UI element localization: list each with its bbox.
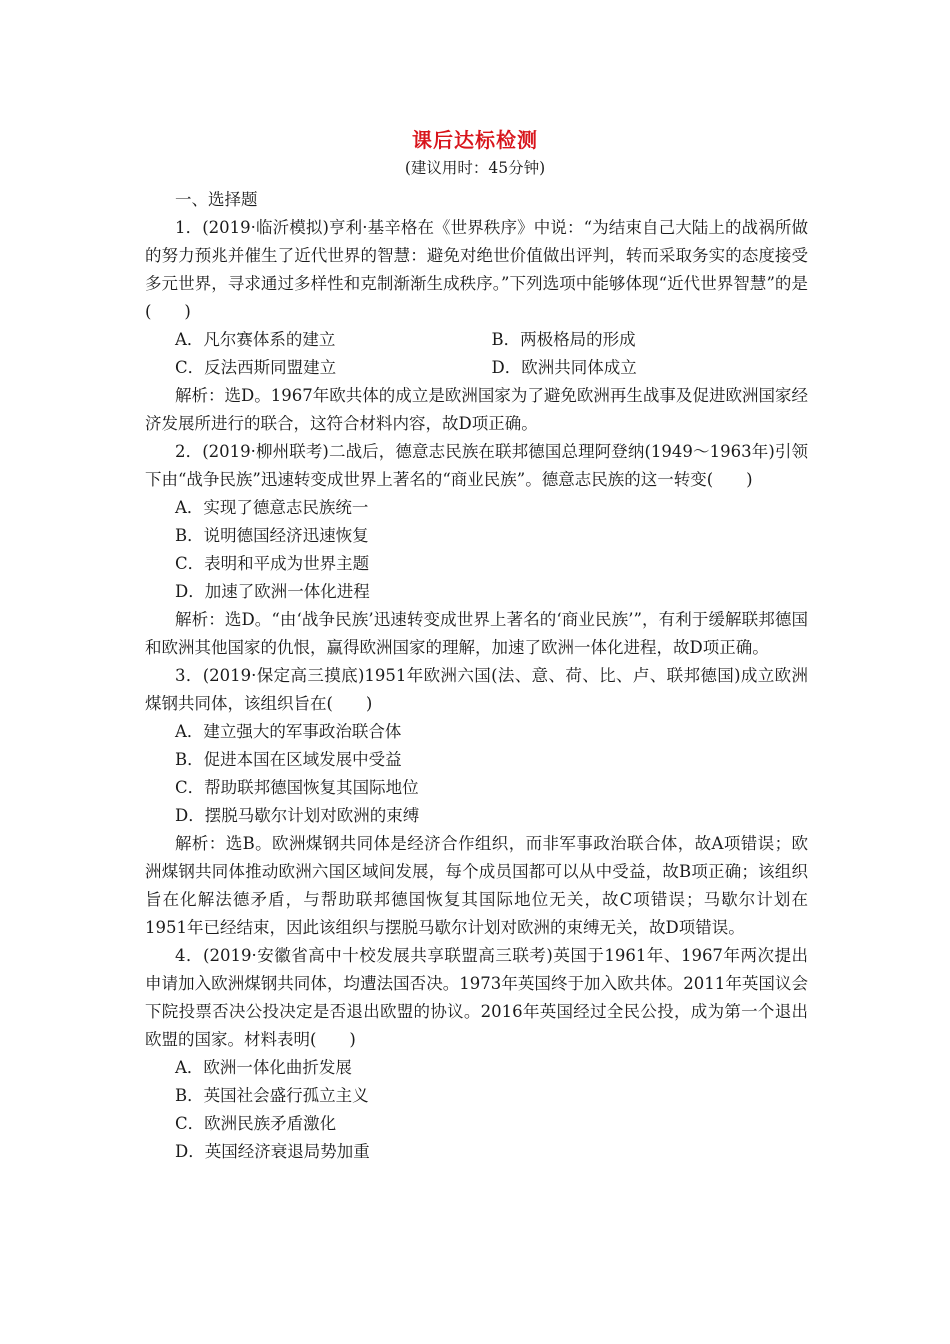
answer-analysis: 解析：选D。1967年欧共体的成立是欧洲国家为了避免欧洲再生战事及促进欧洲国家经济发展所进行的联合，这符合材料内容，故D项正确。 [145, 386, 808, 433]
option-b: B．英国社会盛行孤立主义 [175, 1086, 369, 1105]
question-2 [145, 438, 808, 662]
answer-analysis: 解析：选D。“由‘战争民族’迅速转变成世界上著名的‘商业民族’”，有利于缓解联邦德国和欧洲其他国家的仇恨，赢得欧洲国家的理解，加速了欧洲一体化进程，故D项正确。 [145, 610, 808, 657]
option-d: D．加速了欧洲一体化进程 [175, 582, 370, 601]
option-a: A．凡尔赛体系的建立 [175, 330, 336, 349]
option-c: C．帮助联邦德国恢复其国际地位 [175, 778, 419, 797]
question-4 [145, 942, 808, 1166]
question-3 [145, 662, 808, 942]
question-1 [145, 214, 808, 438]
option-b: B．促进本国在区域发展中受益 [175, 750, 402, 769]
question-stem: 4．(2019·安徽省高中十校发展共享联盟高三联考)英国于1961年、1967年两次提出申请加入欧洲煤钢共同体，均遭法国否决。1973年英国终于加入欧共体。2011年英国议会下院投票否决公投决定是否退出欧盟的协议。2016年英国经过全民公投，成为第一个退出欧盟的国家。材料表明( ) [145, 946, 808, 1049]
question-stem: 1．(2019·临沂模拟)亨利·基辛格在《世界秩序》中说：“为结束自己大陆上的战祸所做的努力预兆并催生了近代世界的智慧：避免对绝世价值做出评判，转而采取务实的态度接受多元世界，寻求通过多样性和克制渐渐生成秩序。”下列选项中能够体现“近代世界智慧”的是( ) [145, 218, 808, 321]
question-stem: 2．(2019·柳州联考)二战后，德意志民族在联邦德国总理阿登纳(1949～1963年)引领下由“战争民族”迅速转变成世界上著名的“商业民族”。德意志民族的这一转变( ) [145, 442, 808, 489]
option-b: B．两极格局的形成 [491, 330, 636, 349]
option-c: C．表明和平成为世界主题 [175, 554, 370, 573]
option-c: C．反法西斯同盟建立 [175, 358, 337, 377]
option-row [145, 326, 808, 354]
option-c: C．欧洲民族矛盾激化 [175, 1114, 337, 1133]
answer-analysis: 解析：选B。欧洲煤钢共同体是经济合作组织，而非军事政治联合体，故A项错误；欧洲煤钢共同体推动欧洲六国区域间发展，每个成员国都可以从中受益，故B项正确；该组织旨在化解法德矛盾，与帮助联邦德国恢复其国际地位无关，故C项错误；马歇尔计划在1951年已经结束，因此该组织与摆脱马歇尔计划对欧洲的束缚无关，故D项错误。 [145, 834, 808, 937]
page-title: 课后达标检测 [412, 128, 538, 152]
option-a: A．欧洲一体化曲折发展 [175, 1058, 352, 1077]
option-d: D．欧洲共同体成立 [491, 358, 637, 377]
option-a: A．实现了德意志民族统一 [175, 498, 369, 517]
content-body [145, 186, 808, 1166]
option-row [145, 354, 808, 382]
option-a: A．建立强大的军事政治联合体 [175, 722, 402, 741]
question-stem: 3．(2019·保定高三摸底)1951年欧洲六国(法、意、荷、比、卢、联邦德国)成立欧洲煤钢共同体，该组织旨在( ) [145, 666, 808, 713]
option-d: D．英国经济衰退局势加重 [175, 1142, 370, 1161]
section-heading: 一、选择题 [175, 190, 258, 209]
option-d: D．摆脱马歇尔计划对欧洲的束缚 [175, 806, 420, 825]
option-b: B．说明德国经济迅速恢复 [175, 526, 369, 545]
time-suggestion: (建议用时：45分钟) [404, 159, 546, 177]
